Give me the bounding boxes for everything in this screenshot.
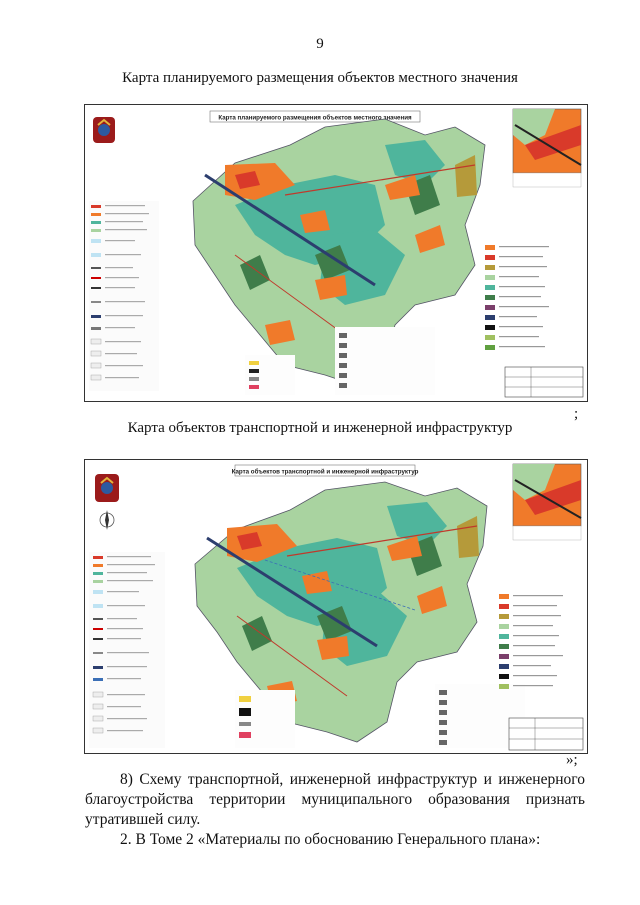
figure-caption-1: Карта планируемого размещения объектов местного значения [122, 70, 518, 86]
inset-map-1 [513, 109, 581, 187]
coat-of-arms-icon [95, 474, 119, 502]
page-number: 9 [316, 36, 324, 52]
map-drawing-1 [85, 105, 587, 401]
map-sheet-transport-infrastructure [84, 459, 588, 754]
map-title-2: Карта объектов транспортной и инженерной инфраструктур [231, 468, 419, 476]
map-sheet-local-objects [84, 104, 588, 402]
title-block-2 [509, 718, 583, 750]
paragraph-item-8 [85, 770, 585, 830]
item-8-line-1: 8) Схему транспортной, инженерной инфраструктур и инженерного [120, 771, 585, 788]
title-block-1 [505, 367, 583, 397]
legend-left-2 [89, 552, 165, 748]
item-8-line-2: благоустройства территории муниципального образования признать [85, 791, 585, 808]
inset-map-2 [513, 464, 581, 540]
paragraph-item-2: 2. В Томе 2 «Материалы по обоснованию Генерального плана»: [120, 831, 541, 848]
legend-left-1 [89, 201, 159, 391]
closing-quote-mark: »; [566, 752, 578, 768]
coat-of-arms-icon [93, 117, 115, 143]
trailing-semicolon: ; [574, 406, 579, 422]
map-title-1: Карта планируемого размещения объектов местного значения [218, 114, 412, 122]
item-8-line-3: утратившей силу. [85, 811, 201, 828]
map-drawing-2 [85, 460, 587, 753]
figure-caption-2: Карта объектов транспортной и инженерной инфраструктур [127, 420, 513, 436]
